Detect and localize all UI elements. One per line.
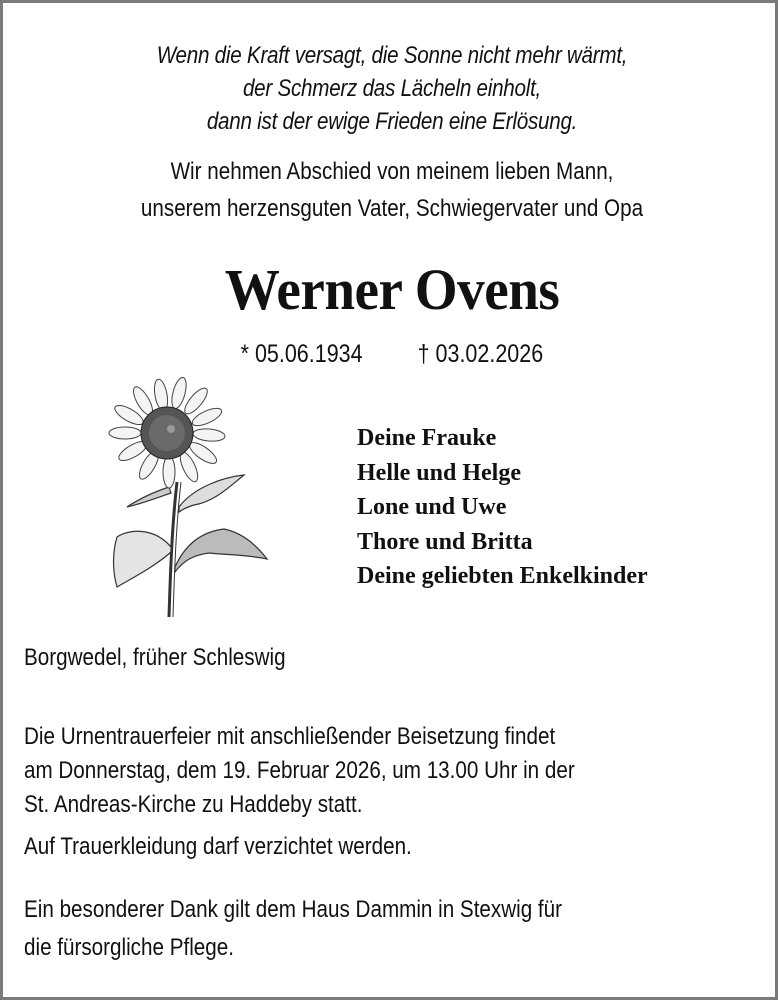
family-member: Deine geliebten Enkelkinder: [357, 563, 648, 589]
intro-line: Wir nehmen Abschied von meinem lieben Mann,: [170, 158, 614, 185]
dress-note: Auf Trauerkleidung darf verzichtet werden.: [24, 833, 412, 860]
sunflower-icon: [99, 377, 279, 622]
farewell-intro: [3, 153, 778, 227]
poem: [3, 39, 778, 138]
service-info: [24, 720, 575, 822]
intro-line: unserem herzensguten Vater, Schwiegervater und Opa: [140, 195, 644, 222]
family-list: [357, 421, 648, 594]
death-date: † 03.02.2026: [417, 340, 544, 368]
thanks-note: [24, 891, 562, 967]
family-member: Helle und Helge: [357, 459, 521, 486]
family-member: Thore und Britta: [357, 528, 533, 555]
deceased-name: [3, 255, 778, 325]
poem-line: Wenn die Kraft versagt, die Sonne nicht mehr wärmt,: [156, 42, 628, 69]
poem-line: dann ist der ewige Frieden eine Erlösung.: [206, 108, 578, 135]
family-member: Lone und Uwe: [357, 494, 507, 520]
service-line: St. Andreas-Kirche zu Haddeby statt.: [24, 791, 363, 818]
service-line: am Donnerstag, dem 19. Februar 2026, um 13.00 Uhr in der: [24, 757, 575, 784]
family-member: Deine Frauke: [357, 425, 497, 451]
birth-date: * 05.06.1934: [240, 340, 363, 368]
service-line: Die Urnentrauerfeier mit anschließender Beisetzung findet: [24, 723, 556, 750]
thanks-line: Ein besonderer Dank gilt dem Haus Dammin in Stexwig für: [24, 896, 563, 923]
thanks-line: die fürsorgliche Pflege.: [24, 934, 234, 961]
place: Borgwedel, früher Schleswig: [24, 644, 286, 671]
life-dates: [3, 337, 778, 371]
poem-line: der Schmerz das Lächeln einholt,: [242, 75, 542, 102]
deceased-name-text: Werner Ovens: [224, 257, 560, 322]
